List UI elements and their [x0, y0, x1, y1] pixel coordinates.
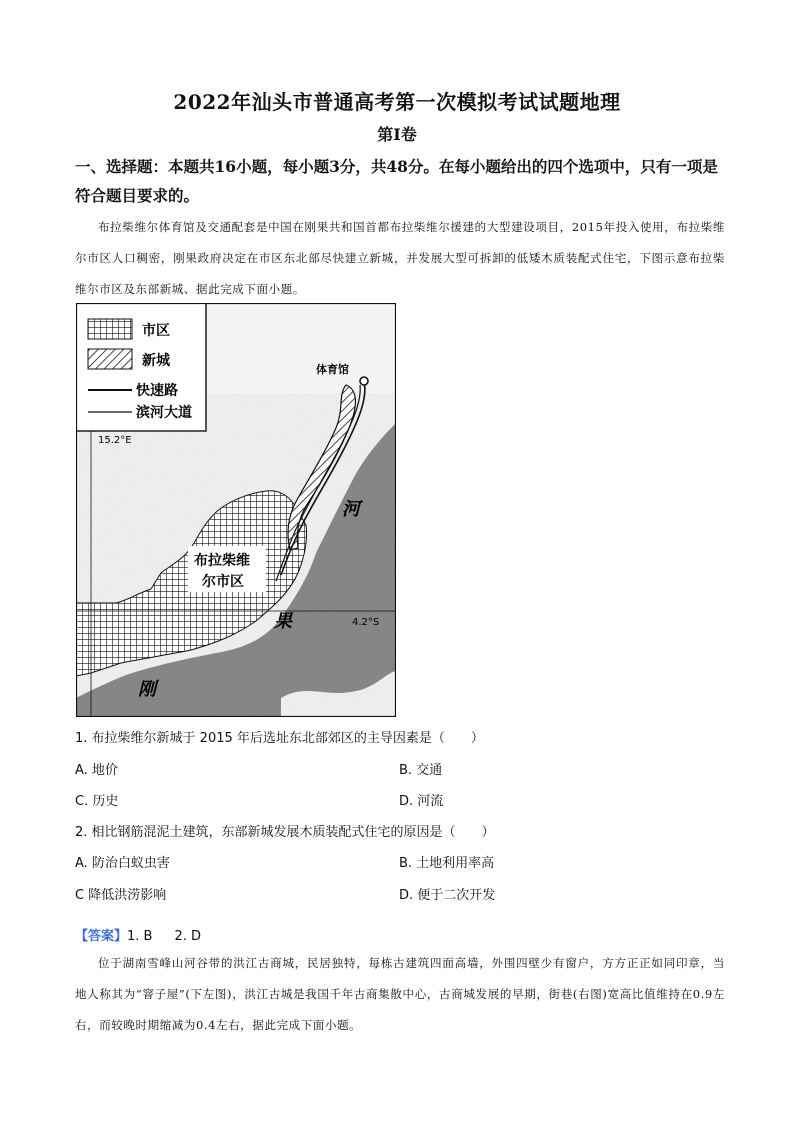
page-title: 2022年汕头市普通高考第一次模拟考试试题地理 — [173, 90, 621, 114]
latitude-label: 4.2°S — [352, 617, 380, 628]
stadium-label: 体育馆 — [316, 363, 349, 376]
stadium-marker — [360, 377, 368, 385]
answer-line — [75, 925, 201, 944]
passage-brazzaville: 布拉柴维尔体育馆及交通配套是中国在刚果共和国首都布拉柴维尔援建的大型建设项目，2015年投入使用，布拉柴维尔市区人口稠密，刚果政府决定在市区东北部尽快建立新城，并发展大型可拆卸的低矮木质装配式住宅，下图示意布拉柴维尔市区及东部新城、据此完成下面小题。 — [75, 220, 725, 296]
q2-option-d: D. 便于二次开发 — [399, 888, 496, 903]
river-label-he: 河 — [342, 499, 360, 520]
q1-option-b: B. 交通 — [399, 763, 443, 778]
legend-newtown-swatch — [88, 349, 132, 369]
q1-option-a: A. 地价 — [75, 763, 118, 778]
passage-hongjiang: 位于湖南雪峰山河谷带的洪江古商城，民居独特，每栋古建筑四面高墙，外围四壁少有窗户，方方正正如同印章，当地人称其为“窨子屋”(下左图)，洪江古城是我国千年古商集散中心，古商城发展的早期，街巷(右图)宽高比值维持在0.9左右，而较晚时期缩减为0.4左右，据此完成下面小题。 — [75, 956, 725, 1032]
answer-1: 1. B — [127, 929, 153, 944]
legend-city-swatch — [88, 319, 132, 339]
legend-newtown-label: 新城 — [142, 353, 170, 369]
question-2-stem: 2. 相比钢筋混泥土建筑，东部新城发展木质装配式住宅的原因是（ ） — [75, 825, 495, 840]
answer-tag: 【答案】 — [75, 929, 128, 944]
legend-avenue-label: 滨河大道 — [136, 405, 192, 421]
legend-city-label: 市区 — [142, 323, 170, 339]
q1-option-c: C. 历史 — [75, 794, 119, 809]
q2-option-a: A. 防治白蚁虫害 — [75, 856, 170, 871]
volume-label: 第Ⅰ卷 — [377, 125, 417, 144]
section-instruction: 一、选择题：本题共16小题，每小题3分，共48分。在每小题给出的四个选项中，只有一项是符合题目要求的。 — [75, 157, 718, 205]
brazzaville-map — [76, 303, 396, 717]
question-1-stem: 1. 布拉柴维尔新城于 2015 年后选址东北部郊区的主导因素是（ ） — [75, 731, 484, 746]
longitude-label: 15.2°E — [98, 435, 132, 446]
q1-option-d: D. 河流 — [399, 794, 444, 809]
city-label-line1: 布拉柴维 — [194, 553, 250, 569]
answer-2: 2. D — [174, 929, 202, 944]
city-label-line2: 尔市区 — [202, 574, 244, 590]
legend-expressway-label: 快速路 — [136, 383, 178, 399]
q2-option-b: B. 土地利用率高 — [399, 856, 495, 871]
river-label-gang: 刚 — [138, 679, 156, 700]
river-label-guo: 果 — [274, 611, 292, 632]
q2-option-c: C 降低洪涝影响 — [75, 888, 167, 903]
